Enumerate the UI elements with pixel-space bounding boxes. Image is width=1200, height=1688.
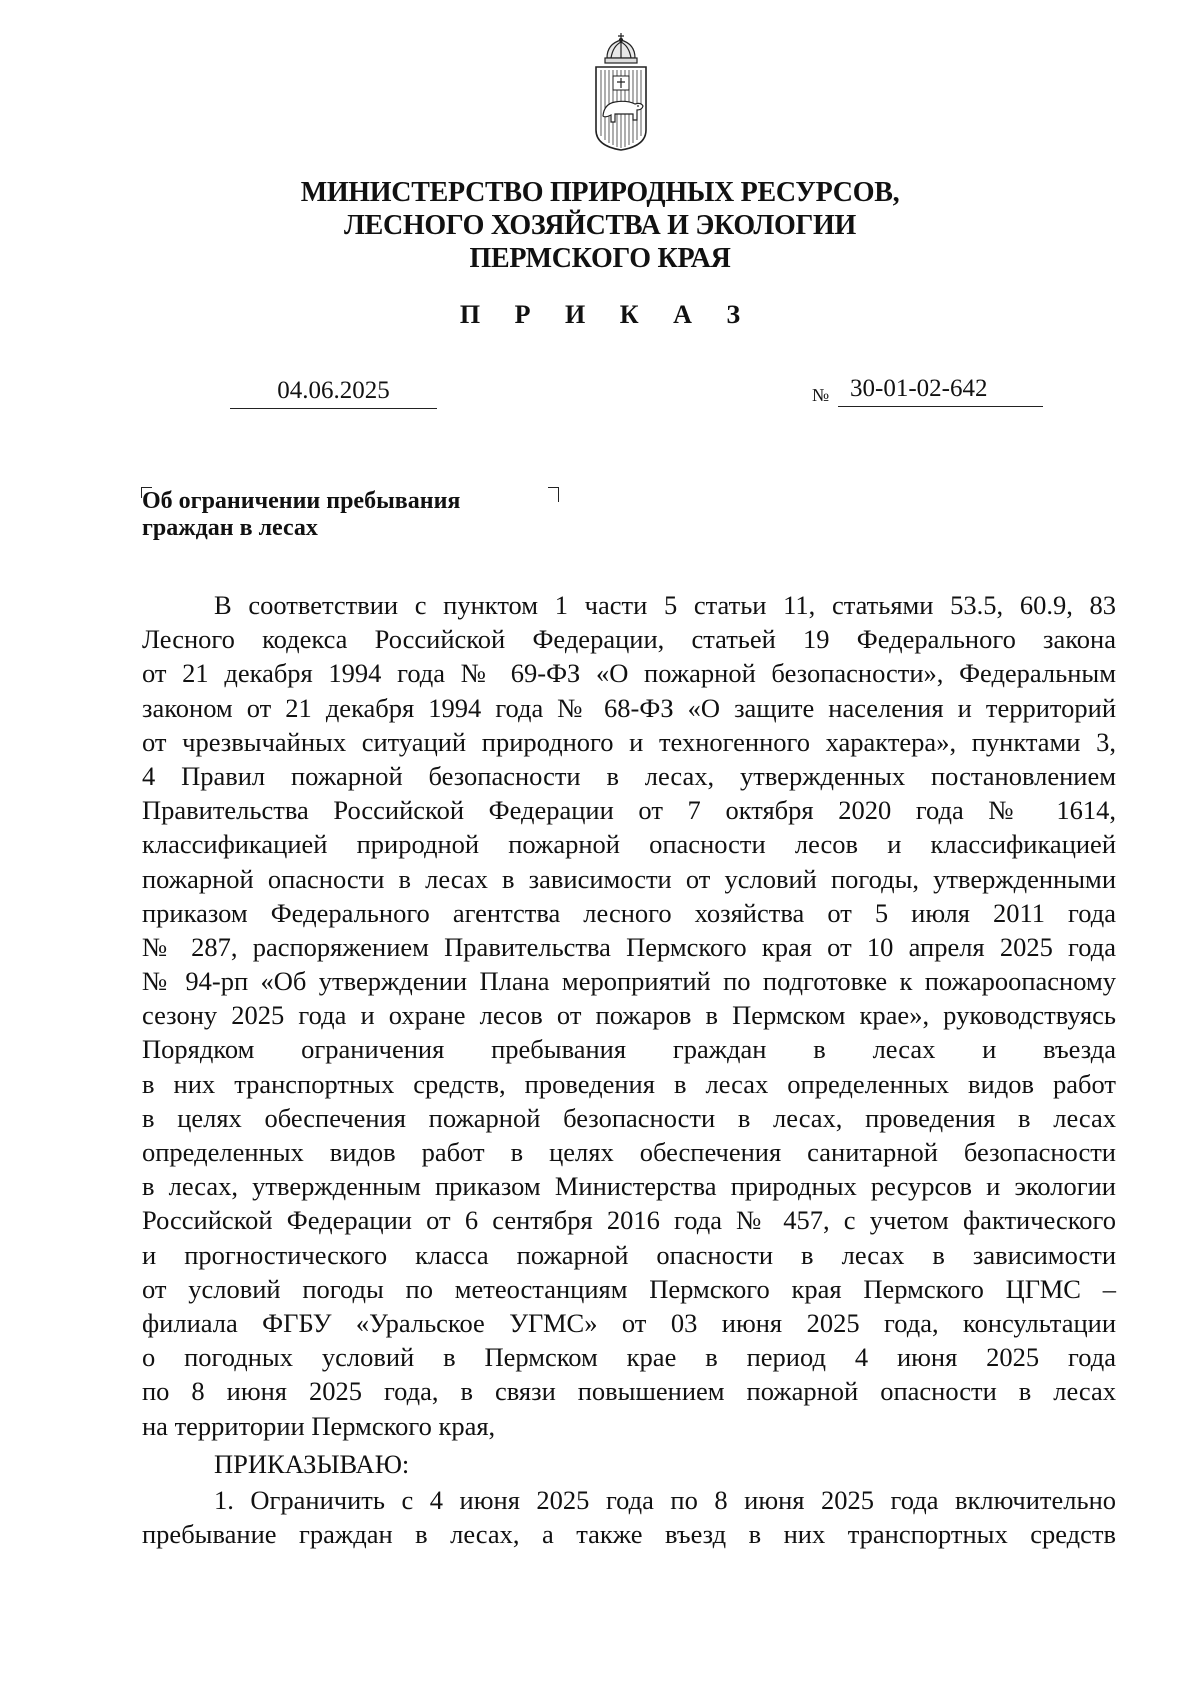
order-number: 30-01-02-642 [838, 374, 1043, 407]
body-line: по 8 июня 2025 года, в связи повышением пожарной опасности в лесах [142, 1376, 1116, 1407]
ministry-line-3: ПЕРМСКОГО КРАЯ [469, 243, 731, 274]
body-line: № 287, распоряжением Правительства Пермского края от 10 апреля 2025 года [142, 931, 1116, 962]
item-line: 1. Ограничить с 4 июня 2025 года по 8 июня 2025 года включительно [214, 1485, 1116, 1515]
body-line: в них транспортных средств, проведения в лесах определенных видов работ [142, 1068, 1116, 1099]
subject-line-1: Об ограничении пребывания [142, 488, 461, 514]
body-line: Российской Федерации от 6 сентября 2016 года № 457, с учетом фактического [142, 1205, 1116, 1236]
order-subject [142, 488, 460, 542]
order-directive-word: ПРИКАЗЫВАЮ: [214, 1449, 410, 1479]
body-line: в лесах, утвержденным приказом Министерства природных ресурсов и экологии [142, 1171, 1116, 1202]
body-line: 4 Правил пожарной безопасности в лесах, утвержденных постановлением [142, 760, 1116, 791]
order-item-1 [142, 1483, 1116, 1551]
body-line: Порядком ограничения пребывания граждан в лесах и въезда [142, 1034, 1116, 1065]
body-line: В соответствии с пунктом 1 части 5 статьи 11, статьями 53.5, 60.9, 83 [214, 590, 1116, 620]
subject-corner-right [548, 487, 559, 502]
body-line: приказом Федерального агентства лесного хозяйства от 5 июля 2011 года [142, 897, 1116, 928]
body-line: Лесного кодекса Российской Федерации, статьей 19 Федерального закона [142, 624, 1116, 655]
body-line: сезону 2025 года и охране лесов от пожаров в Пермском крае», руководствуясь [142, 1000, 1116, 1031]
body-line: от чрезвычайных ситуаций природного и техногенного характера», пунктами 3, [142, 726, 1116, 757]
body-line: и прогностического класса пожарной опасности в лесах в зависимости [142, 1239, 1116, 1270]
coat-of-arms-emblem [593, 30, 649, 152]
body-line: филиала ФГБУ «Уральское УГМС» от 03 июня 2025 года, консультации [142, 1307, 1116, 1338]
subject-line-2: граждан в лесах [142, 515, 318, 541]
number-sign: № [812, 385, 830, 405]
order-date: 04.06.2025 [230, 376, 437, 409]
body-line: от условий погоды по метеостанциям Пермского края Пермского ЦГМС – [142, 1273, 1116, 1304]
body-line: на территории Пермского края, [142, 1410, 496, 1441]
body-line: законом от 21 декабря 1994 года № 68-ФЗ «О защите населения и территорий [142, 692, 1116, 723]
body-line: о погодных условий в Пермском крае в период 4 июня 2025 года [142, 1342, 1116, 1373]
body-line: определенных видов работ в целях обеспечения санитарной безопасности [142, 1137, 1116, 1167]
body-line: от 21 декабря 1994 года № 69-ФЗ «О пожарной безопасности», Федеральным [142, 658, 1116, 689]
body-line: пожарной опасности в лесах в зависимости от условий погоды, утвержденными [142, 863, 1116, 894]
ministry-line-1: МИНИСТЕРСТВО ПРИРОДНЫХ РЕСУРСОВ, [300, 177, 900, 208]
item-line: пребывание граждан в лесах, а также въезд в них транспортных средств [142, 1519, 1116, 1550]
body-line: Правительства Российской Федерации от 7 октября 2020 года № 1614, [142, 795, 1116, 826]
ministry-line-2: ЛЕСНОГО ХОЗЯЙСТВА И ЭКОЛОГИИ [344, 210, 856, 241]
ministry-name [0, 176, 1200, 275]
body-line: классификацией природной пожарной опасности лесов и классификацией [142, 829, 1116, 860]
document-type-heading: П Р И К А З [459, 300, 755, 329]
body-line: в целях обеспечения пожарной безопасности в лесах, проведения в лесах [142, 1102, 1116, 1133]
body-line: № 94-рп «Об утверждении Плана мероприятий по подготовке к пожароопасному [142, 966, 1116, 997]
preamble-text [142, 588, 1116, 1443]
